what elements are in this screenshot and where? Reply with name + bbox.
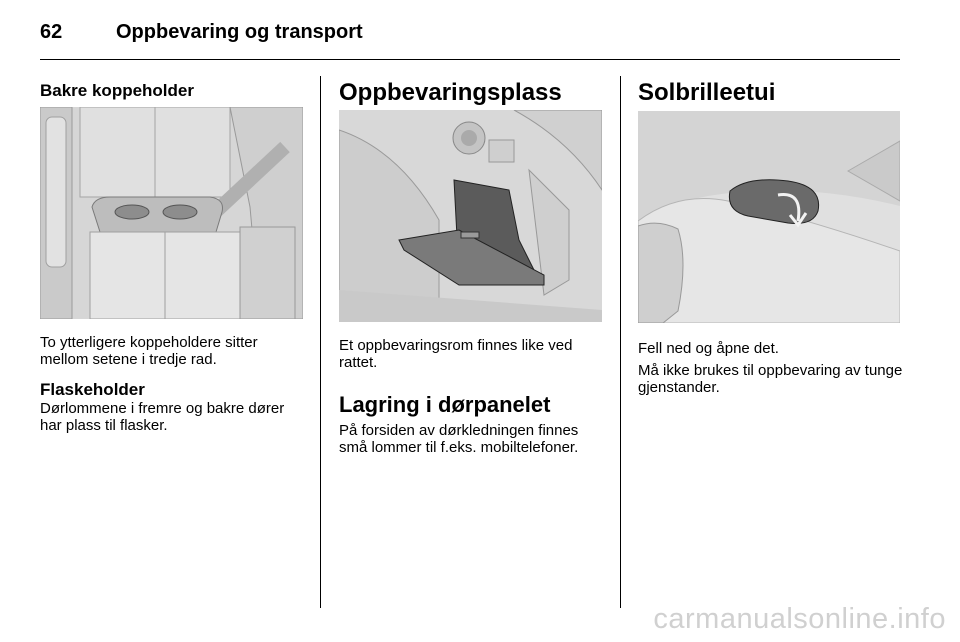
column-2-body (339, 337, 609, 456)
column-1-body (40, 334, 310, 434)
column-3-body (638, 340, 908, 396)
paragraph-lagring-i-dorpanelet: På forsiden av dørkledningen finnes små lommer til f.eks. mobiltelefoner. (339, 422, 579, 456)
front-storage-illustration (339, 110, 602, 322)
paragraph-flaskeholder: Dørlommene i fremre og bakre dører har plass til flasker. (40, 400, 285, 434)
section-heading-bakre-koppeholder: Bakre koppeholder (40, 81, 194, 100)
paragraph-koppeholder: To ytterligere koppeholdere sitter mellom setene i tredje rad. (40, 334, 258, 368)
section-heading-solbrilleetui: Solbrilleetui (638, 79, 776, 106)
paragraph-oppbevaringsplass: Et oppbevaringsrom finnes like ved rattet. (339, 337, 573, 371)
column-divider-2 (620, 76, 621, 608)
chapter-title: Oppbevaring og transport (116, 20, 363, 43)
subheading-flaskeholder: Flaskeholder (40, 380, 145, 399)
column-divider-1 (320, 76, 321, 608)
paragraph-fell-ned: Fell ned og åpne det. (638, 340, 779, 357)
watermark: carmanualsonline.info (653, 603, 946, 635)
subheading-lagring-i-dorpanelet: Lagring i dørpanelet (339, 392, 551, 417)
column-3-heading-wrap (638, 78, 908, 108)
section-heading-oppbevaringsplass-foran: Oppbevaringsplass (339, 79, 562, 106)
page-number: 62 (40, 20, 63, 43)
sunglasses-holder-illustration (638, 111, 900, 323)
column-1-heading-wrap (40, 80, 306, 102)
page-header (40, 16, 363, 48)
paragraph-ikke-tunge: Må ikke brukes til oppbevaring av tunge gjenstander. (638, 362, 903, 396)
header-rule (40, 59, 900, 60)
cup-holder-illustration (40, 107, 303, 319)
